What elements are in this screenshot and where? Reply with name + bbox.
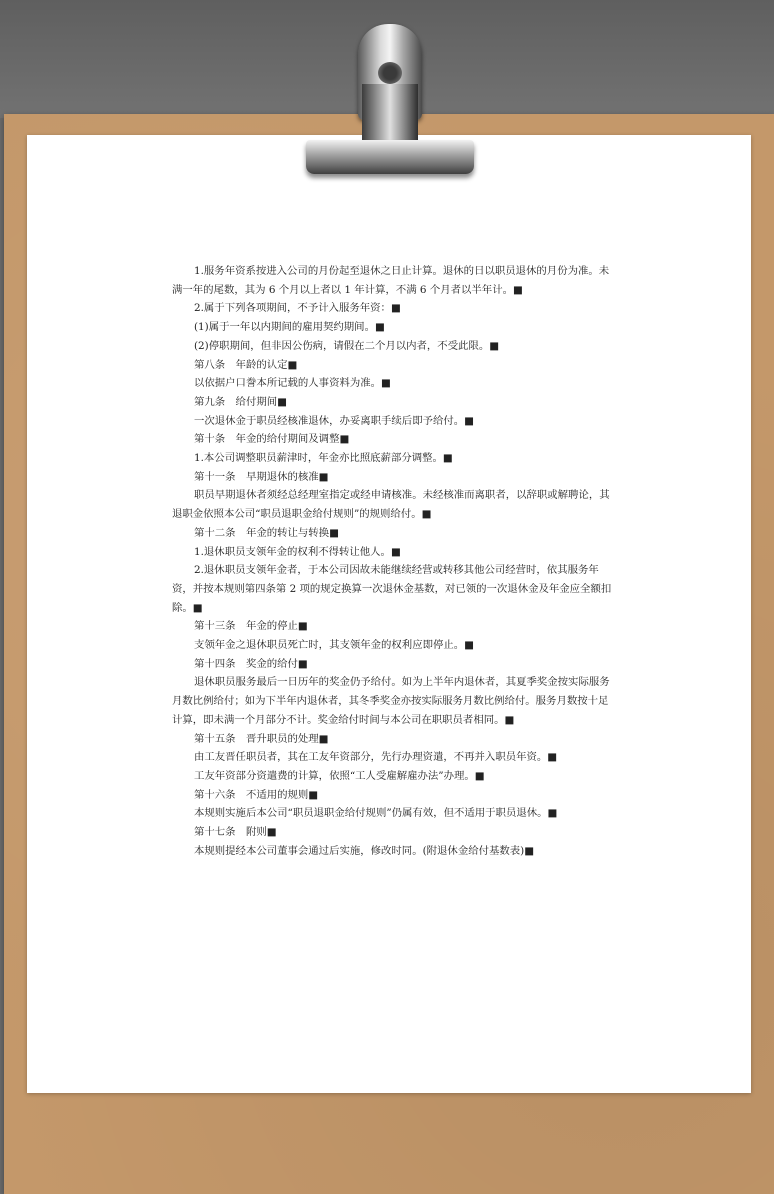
- paragraph-8: 一次退休金于职员经核准退休，办妥离职手续后即予给付。■: [194, 414, 474, 427]
- paragraph-2: 2.属于下列各项期间，不予计入服务年资：■: [194, 302, 401, 315]
- paragraph-6: 以依据户口誊本所记载的人事资料为准。■: [194, 377, 391, 390]
- article-10-heading: 第十条 年金的给付期间及调整■: [194, 433, 350, 446]
- clip-hole: [378, 62, 402, 84]
- article-17-heading: 第十七条 附则■: [194, 826, 277, 839]
- paragraph-12: 职员早期退休者须经总经理室指定或经申请核准。未经核准而离职者，以辞职或解聘论，其退职金依照本公司“职员退职金给付规则”的规则给付。■: [172, 489, 610, 521]
- article-8-heading: 第八条 年龄的认定■: [194, 358, 298, 371]
- paragraph-1: 1.服务年资系按进入公司的月份起至退休之日止计算。退休的日以职员退休的月份为准。未满一年的尾数，其为 6 个月以上者以 1 年计算，不满 6 个月者以半年计。■: [172, 265, 610, 296]
- paragraph-26: 本规则提经本公司董事会通过后实施，修改时同。(附退休金给付基数表)■: [194, 844, 535, 857]
- article-12-heading: 第十二条 年金的转让与转换■: [194, 526, 339, 539]
- paragraph-24: 本规则实施后本公司“职员退职金给付规则”仍属有效，但不适用于职员退休。■: [194, 807, 558, 820]
- binder-clip-icon: [300, 24, 480, 176]
- paragraph-3: (1)属于一年以内期间的雇用契约期间。■: [194, 321, 385, 334]
- paragraph-19: 退休职员服务最后一日历年的奖金仍予给付。如为上半年内退休者，其夏季奖金按实际服务月数比例给付；如为下半年内退休者，其冬季奖金亦按实际服务月数比例给付。服务月数按十足计算，即未满一个月部分不计。奖金给付时间与本公司在职职员者相同。■: [172, 676, 610, 726]
- article-11-heading: 第十一条 早期退休的核准■: [194, 470, 329, 483]
- article-13-heading: 第十三条 年金的停止■: [194, 620, 308, 633]
- paragraph-22: 工友年资部分资遣费的计算，依照“工人受雇解雇办法”办理。■: [194, 769, 485, 782]
- paragraph-10: 1.本公司调整职员薪津时，年金亦比照底薪部分调整。■: [194, 452, 453, 465]
- paragraph-14: 1.退休职员支领年金的权利不得转让他人。■: [194, 545, 401, 558]
- paragraph-17: 支领年金之退休职员死亡时，其支领年金的权利应即停止。■: [194, 639, 474, 652]
- article-16-heading: 第十六条 不适用的规则■: [194, 788, 319, 801]
- paragraph-21: 由工友晋任职员者，其在工友年资部分，先行办理资遣，不再并入职员年资。■: [194, 751, 558, 764]
- paragraph-4: (2)停职期间，但非因公伤病，请假在二个月以内者，不受此限。■: [194, 339, 500, 352]
- document-text: [172, 262, 612, 861]
- clip-plate: [306, 140, 474, 174]
- clip-body: [362, 84, 418, 148]
- article-15-heading: 第十五条 晋升职员的处理■: [194, 732, 329, 745]
- article-9-heading: 第九条 给付期间■: [194, 395, 287, 408]
- article-14-heading: 第十四条 奖金的给付■: [194, 657, 308, 670]
- paragraph-15: 2.退休职员支领年金者，于本公司因故未能继续经营或转移其他公司经营时，依其服务年资，并按本规则第四条第 2 项的规定换算一次退休金基数，对已领的一次退休金及年金应全额扣除。■: [172, 564, 612, 614]
